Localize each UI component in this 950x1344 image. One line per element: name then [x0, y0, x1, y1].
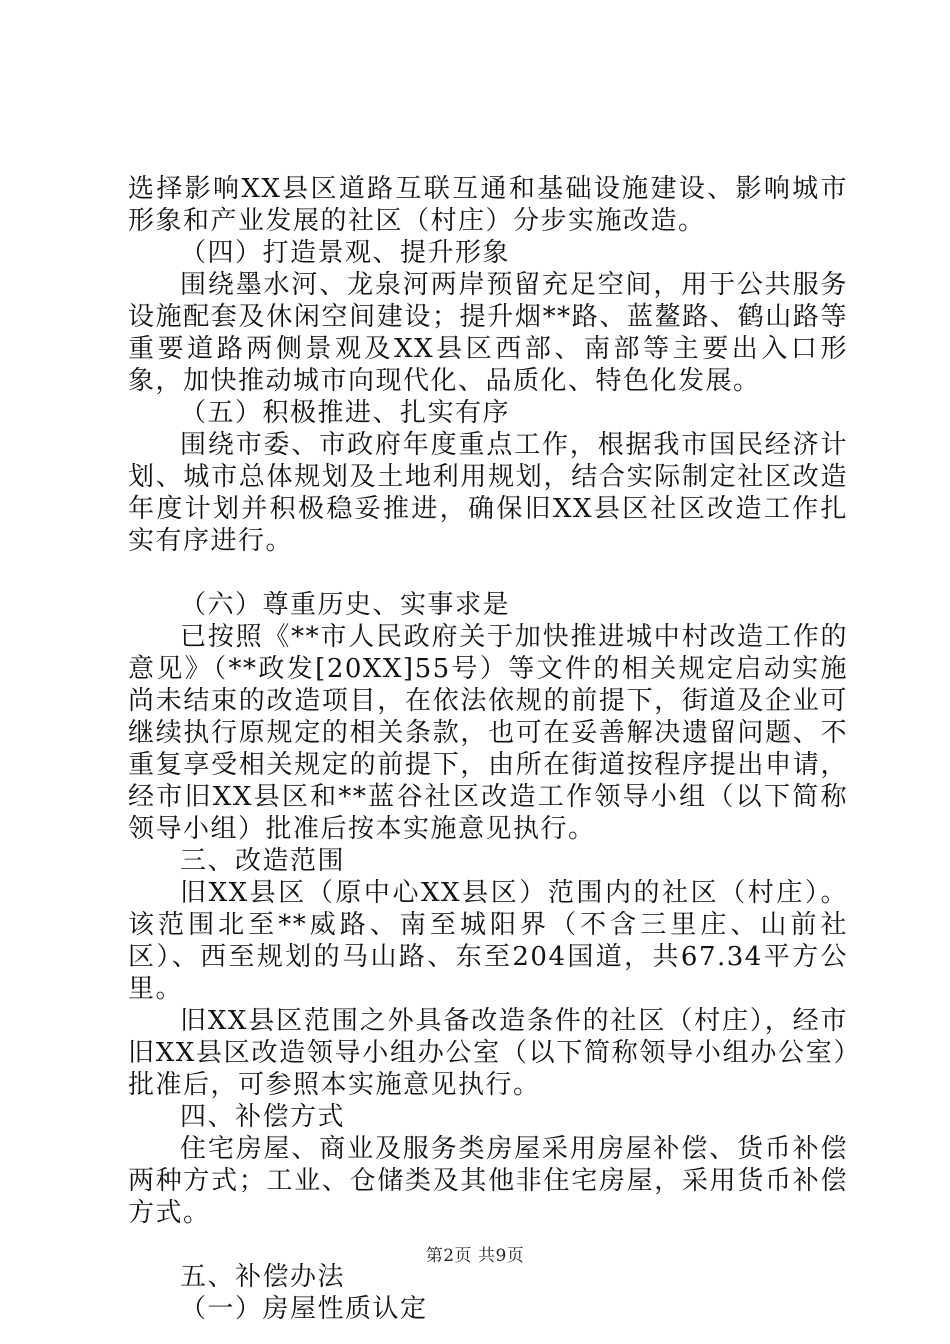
paragraph: 旧XX县区（原中心XX县区）范围内的社区（村庄）。该范围北至**威路、南至城阳界（不含三里庄、山前社区）、西至规划的马山路、东至204国道，共67.34平方公里。	[128, 878, 848, 1004]
paragraph: 选择影响XX县区道路互联互通和基础设施建设、影响城市形象和产业发展的社区（村庄）分步实施改造。	[128, 174, 848, 236]
paragraph: 围绕市委、市政府年度重点工作，根据我市国民经济计划、城市总体规划及土地利用规划，结合实际制定社区改造年度计划并积极稳妥推进，确保旧XX县区社区改造工作扎实有序进行。	[128, 430, 848, 556]
chapter-heading-5: 五、补偿办法	[180, 1262, 346, 1292]
paragraph: 已按照《**市人民政府关于加快推进城中村改造工作的意见》（**政发[20XX]55号）等文件的相关规定启动实施尚未结束的改造项目，在依法依规的前提下，街道及企业可继续执行原规定的相关条款，也可在妥善解决遗留问题、不重复享受相关规定的前提下，由所在街道按程序提出申请，经市旧XX县区和**蓝谷社区改造工作领导小组（以下简称领导小组）批准后按本实施意见执行。	[128, 622, 848, 844]
section-heading-5: （五）积极推进、扎实有序	[180, 398, 511, 428]
paragraph: 围绕墨水河、龙泉河两岸预留充足空间，用于公共服务设施配套及休闲空间建设；提升烟**路、蓝鳌路、鹤山路等重要道路两侧景观及XX县区西部、南部等主要出入口形象，加快推动城市向现代化、品质化、特色化发展。	[128, 270, 848, 396]
document-body	[128, 173, 848, 1325]
blank-line	[128, 557, 848, 589]
paragraph: 住宅房屋、商业及服务类房屋采用房屋补偿、货币补偿两种方式；工业、仓储类及其他非住宅房屋，采用货币补偿方式。	[128, 1134, 848, 1228]
chapter-heading-4: 四、补偿方式	[180, 1102, 346, 1132]
paragraph: 旧XX县区范围之外具备改造条件的社区（村庄），经市旧XX县区改造领导小组办公室（以下简称领导小组办公室）批准后，可参照本实施意见执行。	[128, 1006, 848, 1100]
section-heading-6: （六）尊重历史、实事求是	[180, 590, 511, 620]
section-heading-4: （四）打造景观、提升形象	[180, 238, 511, 268]
section-heading-1: （一）房屋性质认定	[180, 1294, 428, 1324]
chapter-heading-3: 三、改造范围	[180, 846, 346, 876]
page-number-footer: 第2页 共9页	[425, 1246, 525, 1266]
